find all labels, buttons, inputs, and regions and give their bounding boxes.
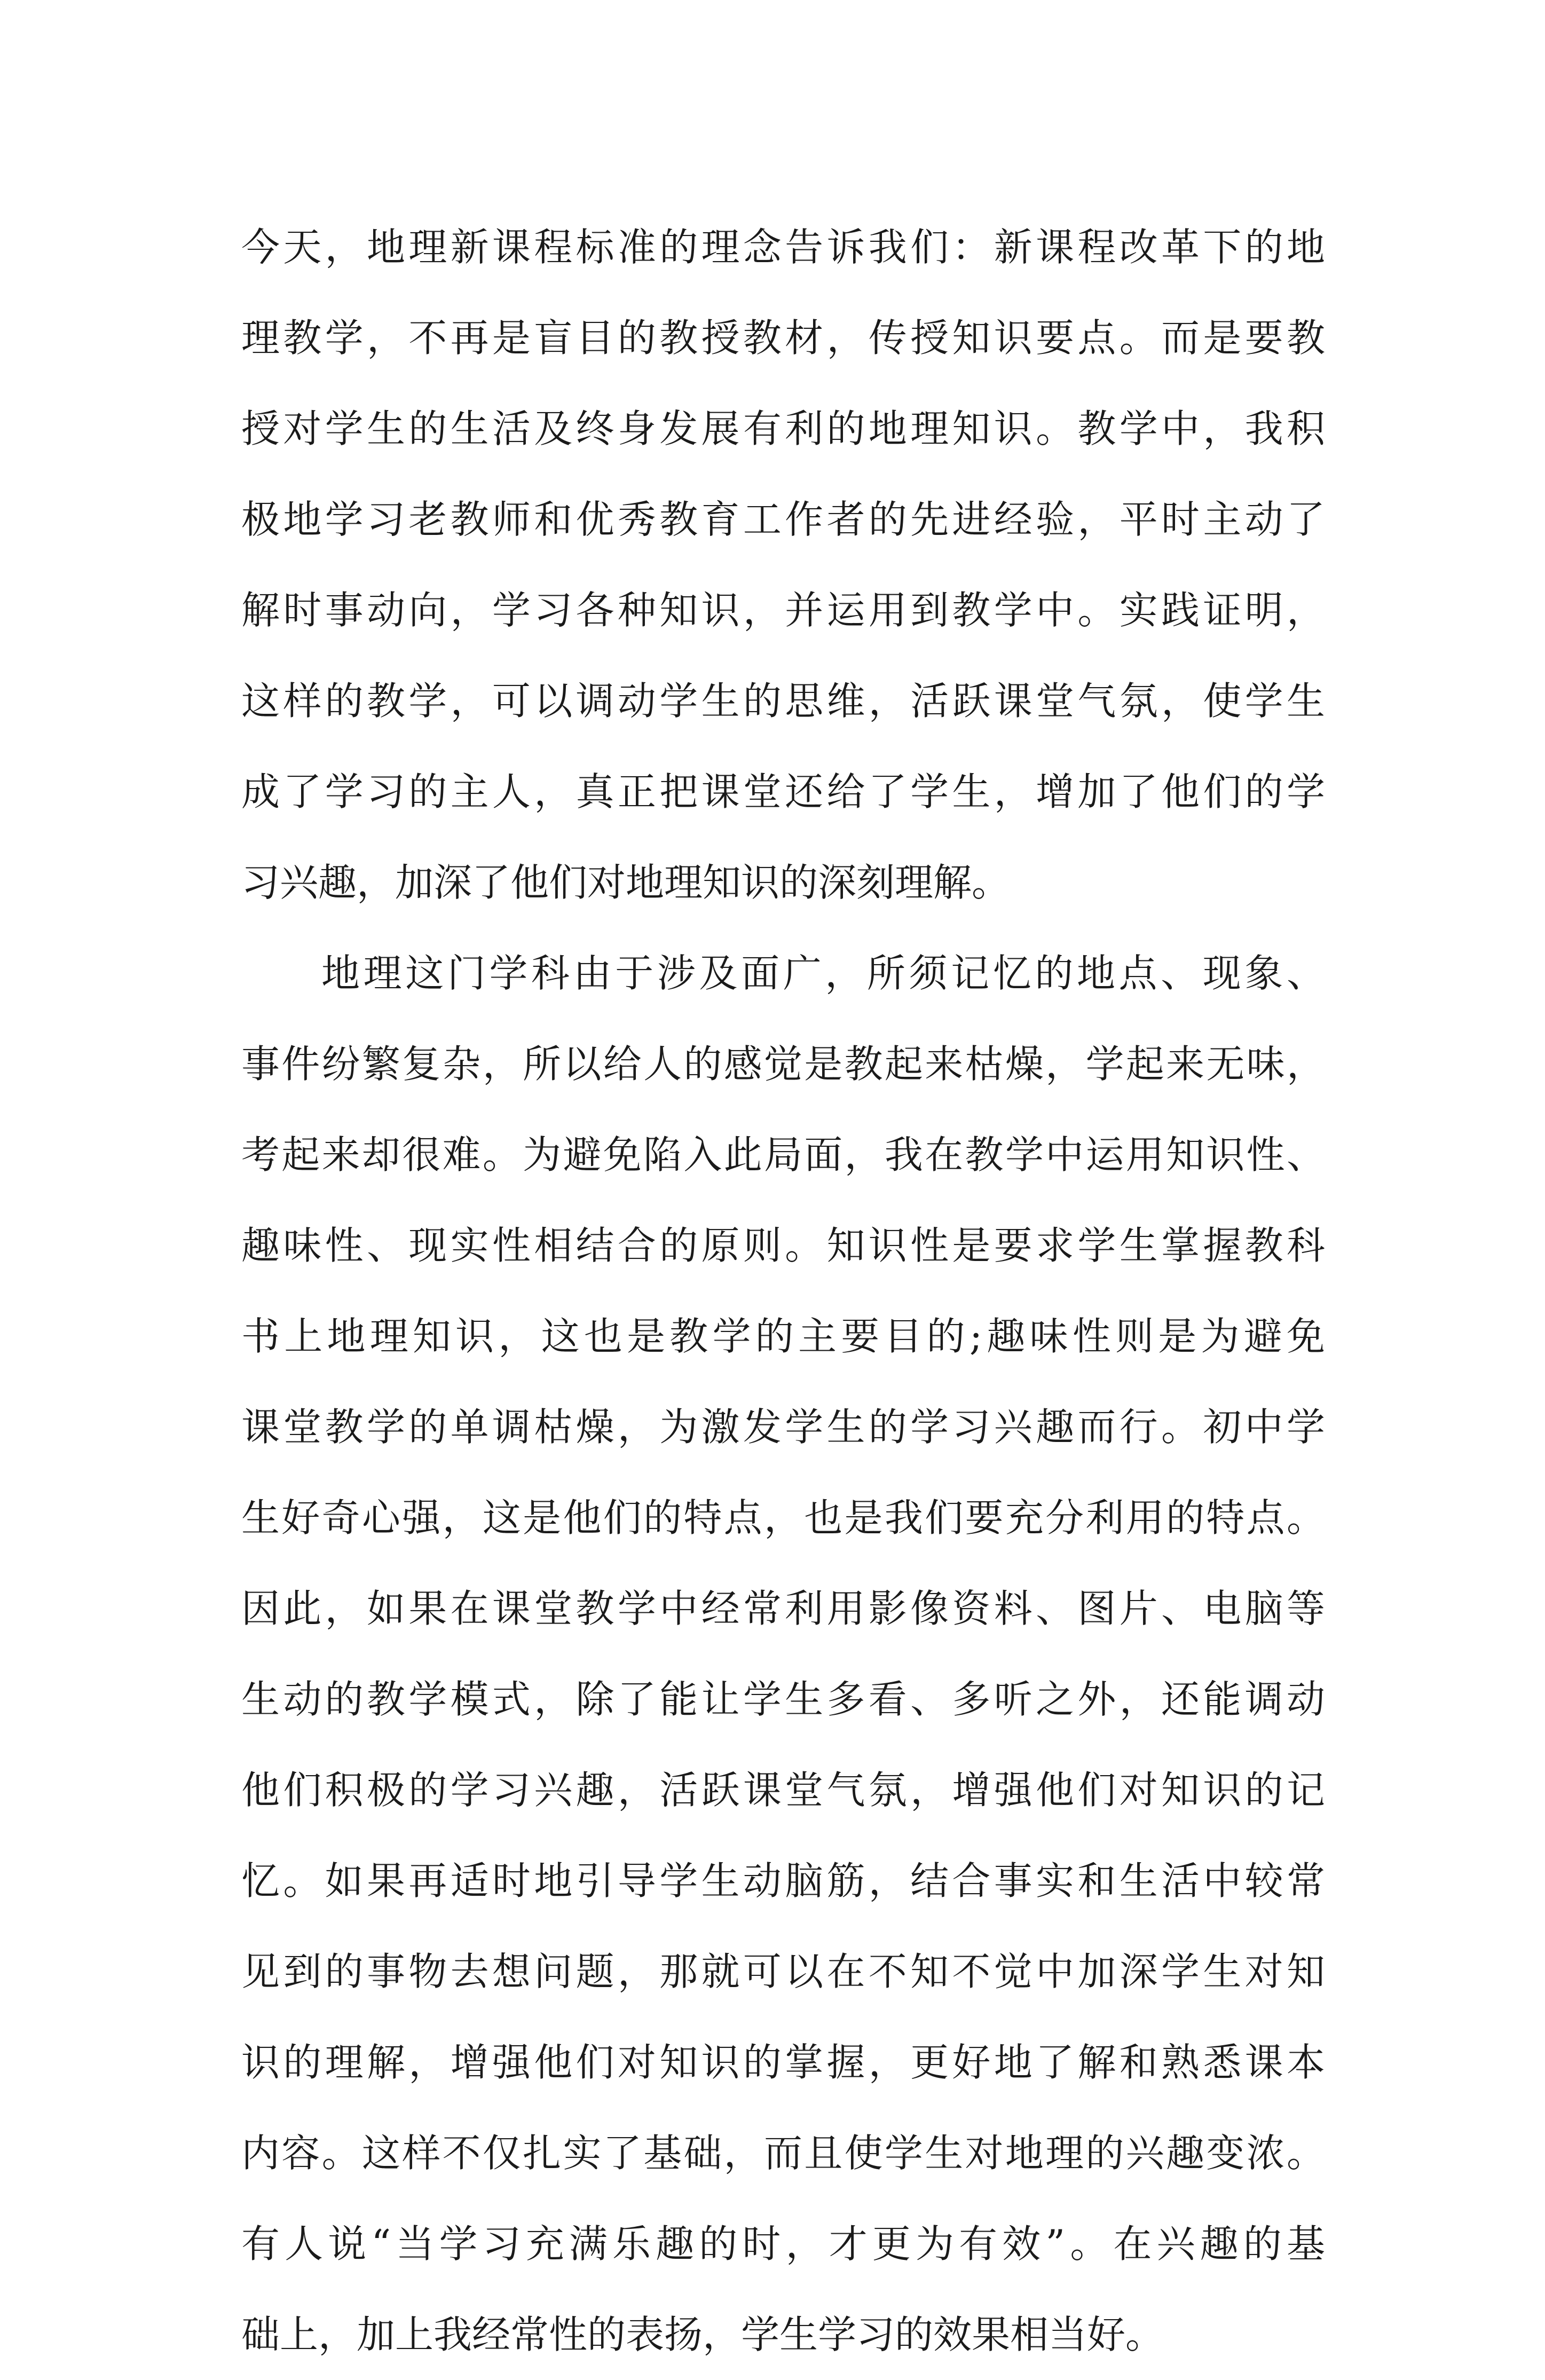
text-line: 内容。这样不仅扎实了基础，而且使学生对地理的兴趣变浓。 [241, 2131, 1325, 2176]
text-line: 生好奇心强，这是他们的特点，也是我们要充分利用的特点。 [241, 1495, 1325, 1540]
text-line: 授对学生的生活及终身发展有利的地理知识。教学中，我积 [241, 406, 1325, 451]
text-line: 习兴趣，加深了他们对地理知识的深刻理解。 [241, 860, 1011, 905]
paragraph-1 [241, 202, 1325, 928]
text-line: 成了学习的主人，真正把课堂还给了学生，增加了他们的学 [241, 769, 1325, 814]
text-line: 础上，加上我经常性的表扬，学生学习的效果相当好。 [241, 2312, 1164, 2357]
paragraph-2 [241, 928, 1325, 2380]
text-line: 书上地理知识，这也是教学的主要目的;趣味性则是为避免 [241, 1314, 1325, 1359]
text-line: 有人说“当学习充满乐趣的时，才更为有效”。在兴趣的基 [241, 2221, 1325, 2266]
text-line: 他们积极的学习兴趣，活跃课堂气氛，增强他们对知识的记 [241, 1768, 1325, 1812]
text-line: 课堂教学的单调枯燥，为激发学生的学习兴趣而行。初中学 [241, 1405, 1325, 1449]
text-line: 见到的事物去想问题，那就可以在不知不觉中加深学生对知 [241, 1949, 1325, 1994]
text-line: 这样的教学，可以调动学生的思维，活跃课堂气氛，使学生 [241, 679, 1325, 723]
text-line: 因此，如果在课堂教学中经常利用影像资料、图片、电脑等 [241, 1586, 1325, 1631]
body-text [241, 202, 1325, 2380]
text-line: 极地学习老教师和优秀教育工作者的先进经验，平时主动了 [241, 497, 1325, 542]
text-line: 今天，地理新课程标准的理念告诉我们：新课程改革下的地 [241, 225, 1325, 270]
text-line: 忆。如果再适时地引导学生动脑筋，结合事实和生活中较常 [241, 1858, 1325, 1903]
text-line: 事件纷繁复杂，所以给人的感觉是教起来枯燥，学起来无味， [241, 1042, 1325, 1086]
text-line: 理教学，不再是盲目的教授教材，传授知识要点。而是要教 [241, 316, 1325, 360]
text-line: 解时事动向，学习各种知识，并运用到教学中。实践证明， [241, 588, 1325, 633]
text-line: 地理这门学科由于涉及面广，所须记忆的地点、现象、 [321, 951, 1325, 996]
text-line: 考起来却很难。为避免陷入此局面，我在教学中运用知识性、 [241, 1132, 1325, 1177]
text-line: 识的理解，增强他们对知识的掌握，更好地了解和熟悉课本 [241, 2040, 1325, 2085]
text-line: 生动的教学模式，除了能让学生多看、多听之外，还能调动 [241, 1677, 1325, 1722]
text-line: 趣味性、现实性相结合的原则。知识性是要求学生掌握教科 [241, 1223, 1325, 1268]
